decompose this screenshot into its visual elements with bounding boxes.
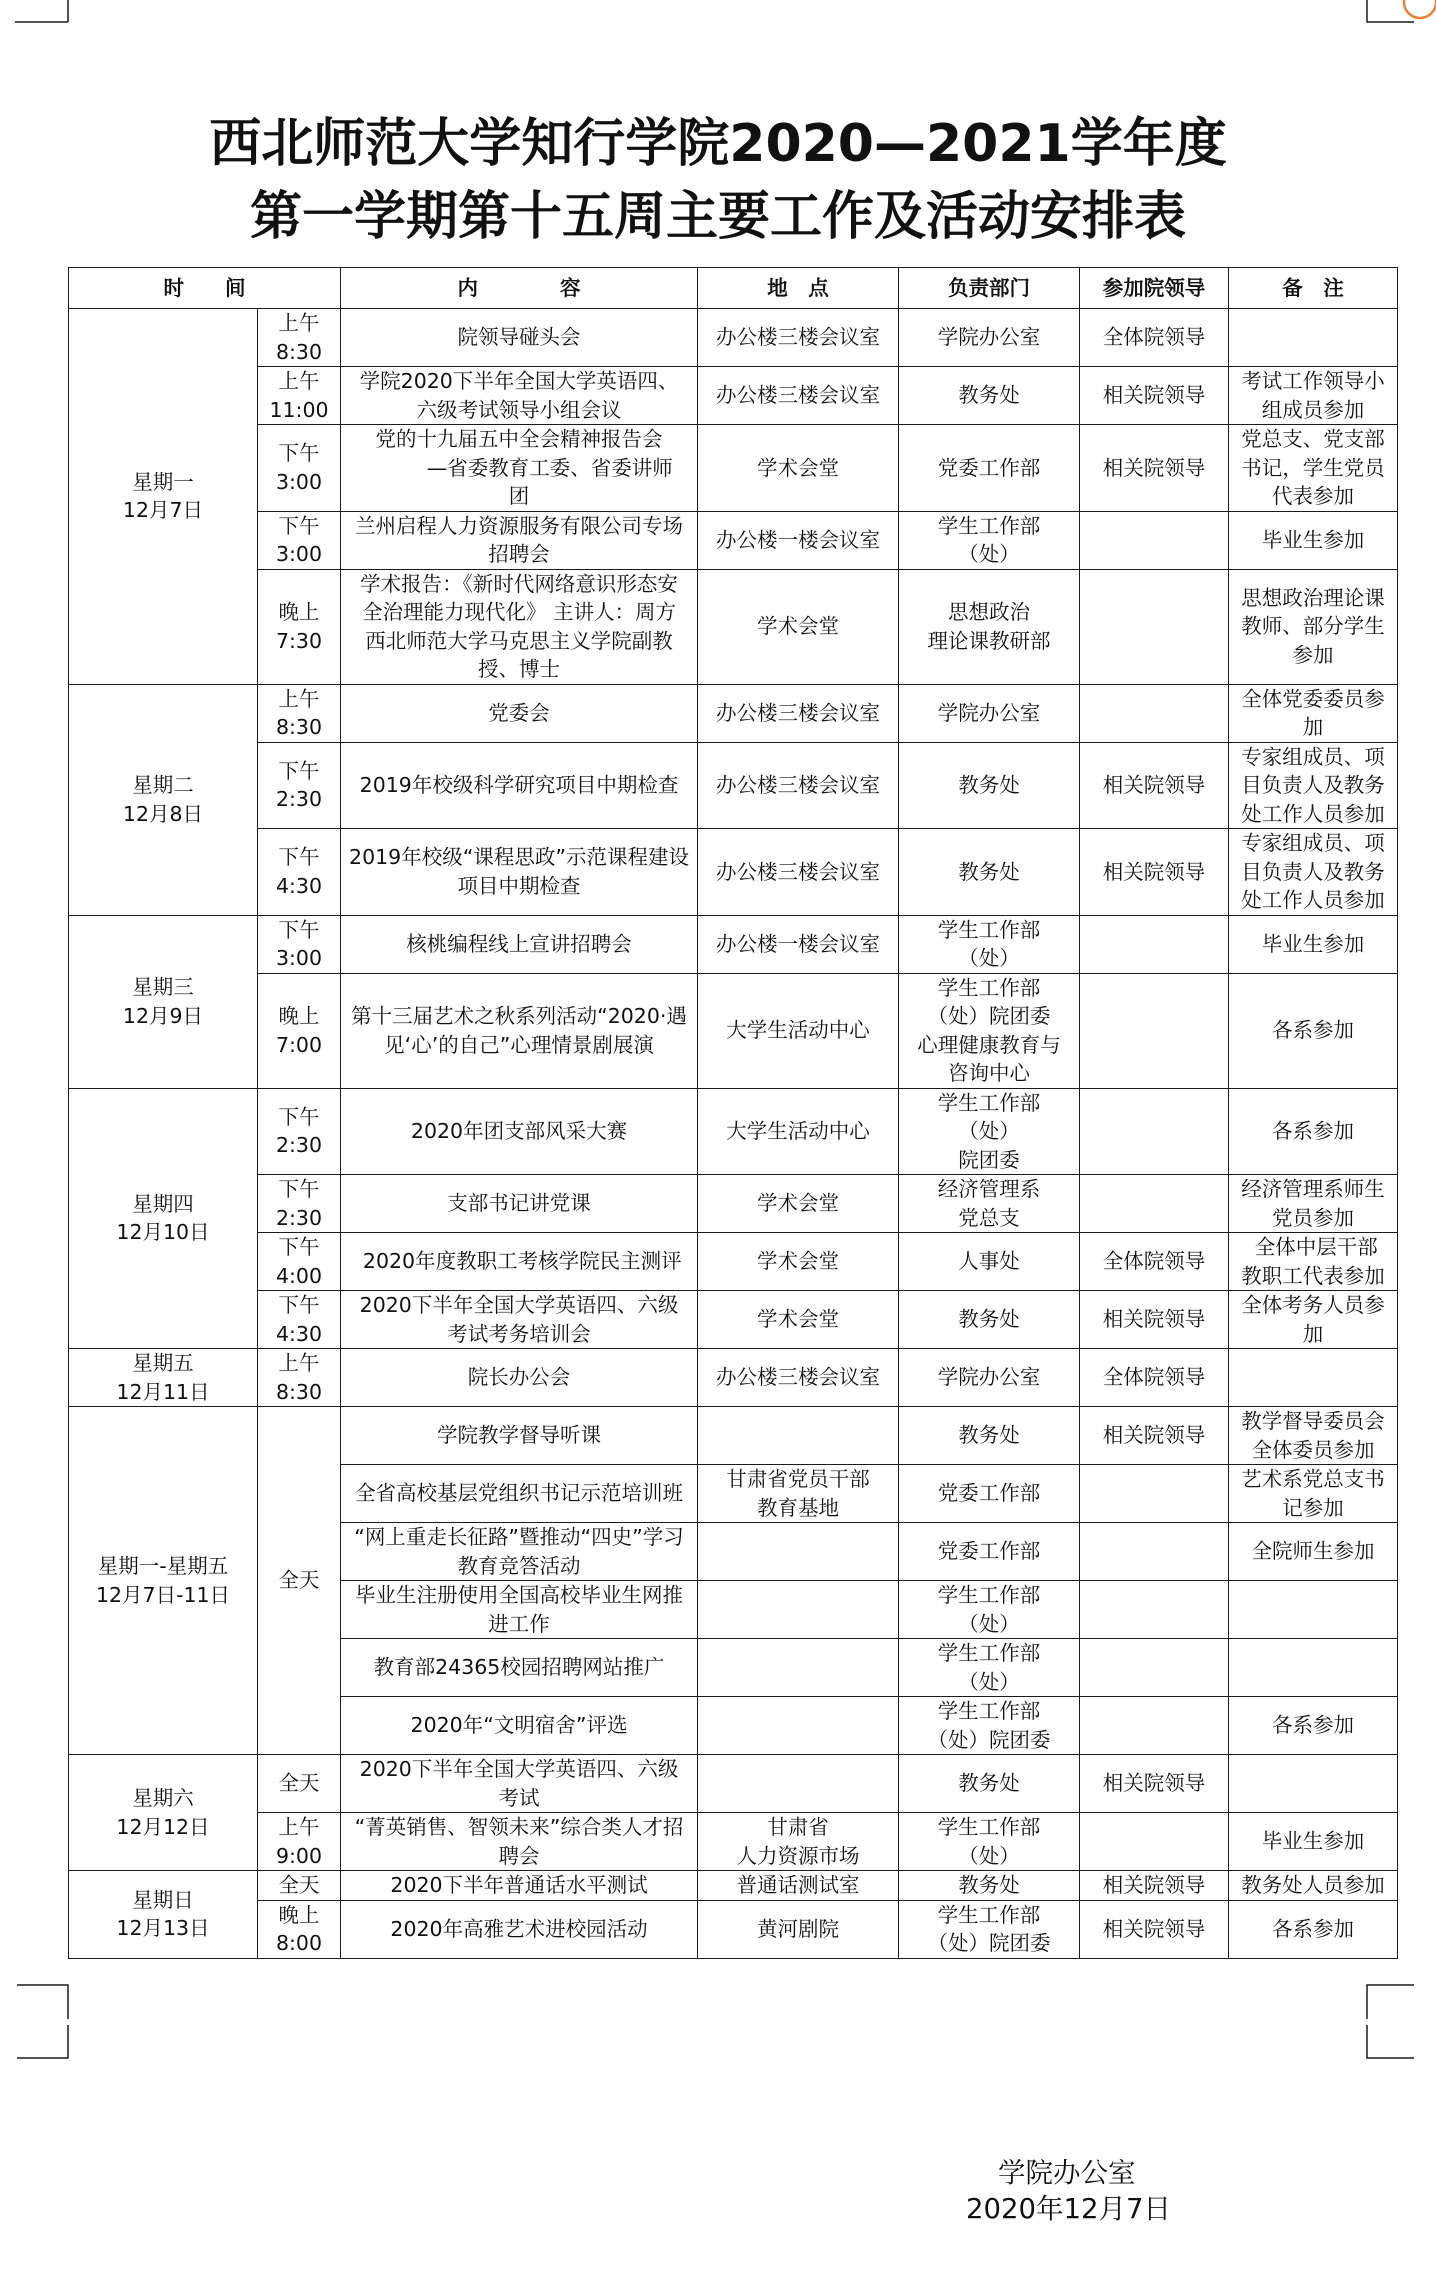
location-cell bbox=[698, 1523, 899, 1581]
notes-cell: 全体中层干部 教职工代表参加 bbox=[1229, 1233, 1398, 1291]
day-name: 星期五 bbox=[132, 1351, 194, 1375]
content-cell: 学院教学督导听课 bbox=[341, 1407, 698, 1465]
location-cell bbox=[698, 1581, 899, 1639]
location-cell: 学术会堂 bbox=[698, 569, 899, 684]
header-leaders: 参加院领导 bbox=[1080, 268, 1229, 309]
content-cell: 学院2020下半年全国大学英语四、 六级考试领导小组会议 bbox=[341, 367, 698, 425]
location-cell: 办公楼三楼会议室 bbox=[698, 829, 899, 916]
footer-date: 2020年12月7日 bbox=[966, 2193, 1171, 2225]
location-cell bbox=[698, 1697, 899, 1755]
crop-mark bbox=[17, 2025, 68, 2058]
department-cell: 学生工作部 （处） bbox=[899, 1639, 1080, 1697]
table-row bbox=[69, 511, 1398, 569]
page-title-line1: 西北师范大学知行学院2020—2021学年度 bbox=[209, 114, 1227, 174]
location-cell: 学术会堂 bbox=[698, 1291, 899, 1349]
day-name: 星期二 bbox=[132, 773, 194, 797]
department-cell: 党委工作部 bbox=[899, 1523, 1080, 1581]
table-row bbox=[69, 915, 1398, 973]
crop-mark bbox=[17, 1985, 68, 2019]
day-date: 12月11日 bbox=[116, 1379, 210, 1404]
notes-cell bbox=[1229, 1639, 1398, 1697]
table-row bbox=[69, 1407, 1398, 1465]
department-cell: 学院办公室 bbox=[899, 684, 1080, 742]
leaders-cell: 相关院领导 bbox=[1080, 742, 1229, 829]
location-cell: 学术会堂 bbox=[698, 425, 899, 512]
time-cell: 全天 bbox=[258, 1755, 341, 1813]
leaders-cell bbox=[1080, 973, 1229, 1088]
page-title-line2: 第一学期第十五周主要工作及活动安排表 bbox=[249, 187, 1186, 247]
leaders-cell bbox=[1080, 1697, 1229, 1755]
content-cell: 党的十九届五中全会精神报告会 —省委教育工委、省委讲师 团 bbox=[341, 425, 698, 512]
corner-badge-icon bbox=[1404, 0, 1436, 18]
day-name: 星期四 bbox=[132, 1191, 194, 1216]
day-cell bbox=[69, 1871, 258, 1959]
table-row bbox=[69, 1900, 1398, 1958]
notes-cell: 专家组成员、项 目负责人及教务 处工作人员参加 bbox=[1229, 742, 1398, 829]
footer-office: 学院办公室 bbox=[998, 2157, 1136, 2189]
table-row bbox=[69, 309, 1398, 367]
day-name: 星期六 bbox=[132, 1786, 194, 1810]
table-row bbox=[69, 684, 1398, 742]
time-cell: 下午 4:30 bbox=[258, 829, 341, 916]
leaders-cell: 全体院领导 bbox=[1080, 1233, 1229, 1291]
header-department: 负责部门 bbox=[899, 268, 1080, 309]
notes-cell: 各系参加 bbox=[1229, 1088, 1398, 1175]
location-cell: 办公楼一楼会议室 bbox=[698, 511, 899, 569]
day-date: 12月10日 bbox=[116, 1220, 210, 1245]
time-cell: 上午 8:30 bbox=[258, 684, 341, 742]
department-cell: 教务处 bbox=[899, 367, 1080, 425]
location-cell: 普通话测试室 bbox=[698, 1871, 899, 1901]
department-cell: 学生工作部 （处） 院团委 bbox=[899, 1088, 1080, 1175]
time-cell: 下午 4:00 bbox=[258, 1233, 341, 1291]
table-row bbox=[69, 569, 1398, 684]
day-cell bbox=[69, 1088, 258, 1349]
content-cell: 教育部24365校园招聘网站推广 bbox=[341, 1639, 698, 1697]
notes-cell bbox=[1229, 1581, 1398, 1639]
content-cell: 2020年高雅艺术进校园活动 bbox=[341, 1900, 698, 1958]
notes-cell: 毕业生参加 bbox=[1229, 1813, 1398, 1871]
notes-cell: 全院师生参加 bbox=[1229, 1523, 1398, 1581]
header-notes: 备 注 bbox=[1229, 268, 1398, 309]
location-cell: 大学生活动中心 bbox=[698, 973, 899, 1088]
day-date: 12月8日 bbox=[122, 801, 204, 826]
content-cell: 2020年团支部风采大赛 bbox=[341, 1088, 698, 1175]
table-row bbox=[69, 973, 1398, 1088]
department-cell: 教务处 bbox=[899, 1291, 1080, 1349]
department-cell: 学生工作部 （处）院团委 bbox=[899, 1697, 1080, 1755]
day-date: 12月7日 bbox=[122, 498, 204, 523]
leaders-cell bbox=[1080, 1813, 1229, 1871]
time-cell: 晚上 7:30 bbox=[258, 569, 341, 684]
day-cell bbox=[69, 1755, 258, 1871]
location-cell bbox=[698, 1639, 899, 1697]
notes-cell: 教务处人员参加 bbox=[1229, 1871, 1398, 1901]
table-row bbox=[69, 1291, 1398, 1349]
time-cell: 上午 8:30 bbox=[258, 1349, 341, 1407]
notes-cell: 全体党委委员参 加 bbox=[1229, 684, 1398, 742]
department-cell: 人事处 bbox=[899, 1233, 1080, 1291]
content-cell: 支部书记讲党课 bbox=[341, 1175, 698, 1233]
location-cell: 学术会堂 bbox=[698, 1233, 899, 1291]
header-time: 时 间 bbox=[69, 268, 341, 309]
crop-mark bbox=[1367, 0, 1414, 22]
time-cell: 上午 11:00 bbox=[258, 367, 341, 425]
department-cell: 教务处 bbox=[899, 742, 1080, 829]
notes-cell: 各系参加 bbox=[1229, 973, 1398, 1088]
crop-mark bbox=[1367, 1985, 1414, 2019]
content-cell: 2020下半年普通话水平测试 bbox=[341, 1871, 698, 1901]
leaders-cell: 相关院领导 bbox=[1080, 1755, 1229, 1813]
notes-cell: 各系参加 bbox=[1229, 1697, 1398, 1755]
day-date: 12月12日 bbox=[116, 1814, 210, 1839]
table-row bbox=[69, 742, 1398, 829]
notes-cell: 专家组成员、项 目负责人及教务 处工作人员参加 bbox=[1229, 829, 1398, 916]
leaders-cell bbox=[1080, 1581, 1229, 1639]
location-cell: 办公楼一楼会议室 bbox=[698, 915, 899, 973]
time-cell: 下午 3:00 bbox=[258, 511, 341, 569]
day-date: 12月7日-11日 bbox=[95, 1582, 231, 1607]
location-cell: 黄河剧院 bbox=[698, 1900, 899, 1958]
day-cell bbox=[69, 1349, 258, 1407]
table-row bbox=[69, 1813, 1398, 1871]
notes-cell bbox=[1229, 309, 1398, 367]
content-cell: 院长办公会 bbox=[341, 1349, 698, 1407]
table-row bbox=[69, 1349, 1398, 1407]
leaders-cell bbox=[1080, 1088, 1229, 1175]
content-cell: 党委会 bbox=[341, 684, 698, 742]
leaders-cell bbox=[1080, 569, 1229, 684]
notes-cell: 经济管理系师生 党员参加 bbox=[1229, 1175, 1398, 1233]
day-cell bbox=[69, 684, 258, 915]
location-cell: 甘肃省党员干部 教育基地 bbox=[698, 1465, 899, 1523]
location-cell: 甘肃省 人力资源市场 bbox=[698, 1813, 899, 1871]
table-row bbox=[69, 1175, 1398, 1233]
time-cell: 下午 2:30 bbox=[258, 1088, 341, 1175]
leaders-cell: 全体院领导 bbox=[1080, 309, 1229, 367]
content-cell: 第十三届艺术之秋系列活动“2020·遇 见‘心’的自己”心理情景剧展演 bbox=[341, 973, 698, 1088]
leaders-cell: 相关院领导 bbox=[1080, 1291, 1229, 1349]
day-name: 星期一-星期五 bbox=[97, 1554, 229, 1578]
notes-cell bbox=[1229, 1349, 1398, 1407]
header-location: 地 点 bbox=[698, 268, 899, 309]
content-cell: 2020年度教职工考核学院民主测评 bbox=[341, 1233, 698, 1291]
day-cell bbox=[69, 915, 258, 1088]
notes-cell: 毕业生参加 bbox=[1229, 511, 1398, 569]
notes-cell: 思想政治理论课 教师、部分学生 参加 bbox=[1229, 569, 1398, 684]
day-cell bbox=[69, 309, 258, 685]
department-cell: 党委工作部 bbox=[899, 1465, 1080, 1523]
table-row bbox=[69, 425, 1398, 512]
content-cell: “菁英销售、智领未来”综合类人才招 聘会 bbox=[341, 1813, 698, 1871]
time-cell: 全天 bbox=[258, 1407, 341, 1755]
department-cell: 教务处 bbox=[899, 1871, 1080, 1901]
department-cell: 学生工作部 （处）院团委 心理健康教育与 咨询中心 bbox=[899, 973, 1080, 1088]
day-date: 12月9日 bbox=[122, 1003, 204, 1028]
table-header bbox=[69, 268, 1398, 309]
location-cell: 大学生活动中心 bbox=[698, 1088, 899, 1175]
table-row bbox=[69, 1755, 1398, 1813]
department-cell: 经济管理系 党总支 bbox=[899, 1175, 1080, 1233]
day-name: 星期一 bbox=[132, 469, 194, 494]
content-cell: 2019年校级科学研究项目中期检查 bbox=[341, 742, 698, 829]
crop-mark bbox=[15, 0, 68, 22]
department-cell: 学生工作部 （处） bbox=[899, 1581, 1080, 1639]
leaders-cell: 全体院领导 bbox=[1080, 1349, 1229, 1407]
day-name: 星期三 bbox=[132, 975, 194, 999]
content-cell: 2020下半年全国大学英语四、六级 考试考务培训会 bbox=[341, 1291, 698, 1349]
notes-cell: 各系参加 bbox=[1229, 1900, 1398, 1958]
department-cell: 教务处 bbox=[899, 1755, 1080, 1813]
leaders-cell bbox=[1080, 915, 1229, 973]
header-content: 内 容 bbox=[341, 268, 698, 309]
day-cell bbox=[69, 1407, 258, 1755]
content-cell: 学术报告：《新时代网络意识形态安 全治理能力现代化》 主讲人：周方 西北师范大学马克思主义学院副教 授、博士 bbox=[341, 569, 698, 684]
notes-cell: 党总支、党支部 书记，学生党员 代表参加 bbox=[1229, 425, 1398, 512]
table-body bbox=[69, 309, 1398, 1959]
content-cell: 毕业生注册使用全国高校毕业生网推 进工作 bbox=[341, 1581, 698, 1639]
schedule-table bbox=[68, 267, 1398, 1959]
notes-cell bbox=[1229, 1755, 1398, 1813]
department-cell: 学院办公室 bbox=[899, 309, 1080, 367]
leaders-cell bbox=[1080, 684, 1229, 742]
day-name: 星期日 bbox=[132, 1887, 194, 1912]
department-cell: 学生工作部 （处）院团委 bbox=[899, 1900, 1080, 1958]
department-cell: 教务处 bbox=[899, 829, 1080, 916]
location-cell bbox=[698, 1755, 899, 1813]
location-cell: 办公楼三楼会议室 bbox=[698, 309, 899, 367]
content-cell: 2020年“文明宿舍”评选 bbox=[341, 1697, 698, 1755]
content-cell: 核桃编程线上宣讲招聘会 bbox=[341, 915, 698, 973]
time-cell: 晚上 7:00 bbox=[258, 973, 341, 1088]
leaders-cell: 相关院领导 bbox=[1080, 1871, 1229, 1901]
content-cell: 2019年校级“课程思政”示范课程建设 项目中期检查 bbox=[341, 829, 698, 916]
time-cell: 下午 2:30 bbox=[258, 742, 341, 829]
header-row bbox=[69, 268, 1398, 309]
table-row bbox=[69, 1233, 1398, 1291]
content-cell: 全省高校基层党组织书记示范培训班 bbox=[341, 1465, 698, 1523]
time-cell: 上午 9:00 bbox=[258, 1813, 341, 1871]
location-cell: 办公楼三楼会议室 bbox=[698, 742, 899, 829]
content-cell: 2020下半年全国大学英语四、六级 考试 bbox=[341, 1755, 698, 1813]
location-cell: 办公楼三楼会议室 bbox=[698, 367, 899, 425]
content-cell: “网上重走长征路”暨推动“四史”学习 教育竞答活动 bbox=[341, 1523, 698, 1581]
department-cell: 学生工作部 （处） bbox=[899, 511, 1080, 569]
leaders-cell: 相关院领导 bbox=[1080, 829, 1229, 916]
department-cell: 学生工作部 （处） bbox=[899, 915, 1080, 973]
table-row bbox=[69, 1088, 1398, 1175]
leaders-cell: 相关院领导 bbox=[1080, 1407, 1229, 1465]
leaders-cell bbox=[1080, 1465, 1229, 1523]
location-cell: 办公楼三楼会议室 bbox=[698, 684, 899, 742]
notes-cell: 毕业生参加 bbox=[1229, 915, 1398, 973]
location-cell: 办公楼三楼会议室 bbox=[698, 1349, 899, 1407]
leaders-cell: 相关院领导 bbox=[1080, 1900, 1229, 1958]
crop-mark bbox=[1367, 2025, 1414, 2058]
time-cell: 下午 3:00 bbox=[258, 425, 341, 512]
table-row bbox=[69, 1871, 1398, 1901]
department-cell: 教务处 bbox=[899, 1407, 1080, 1465]
notes-cell: 教学督导委员会 全体委员参加 bbox=[1229, 1407, 1398, 1465]
leaders-cell bbox=[1080, 511, 1229, 569]
time-cell: 全天 bbox=[258, 1871, 341, 1901]
time-cell: 下午 2:30 bbox=[258, 1175, 341, 1233]
notes-cell: 全体考务人员参 加 bbox=[1229, 1291, 1398, 1349]
table-row bbox=[69, 829, 1398, 916]
leaders-cell bbox=[1080, 1523, 1229, 1581]
department-cell: 党委工作部 bbox=[899, 425, 1080, 512]
content-cell: 兰州启程人力资源服务有限公司专场 招聘会 bbox=[341, 511, 698, 569]
location-cell bbox=[698, 1407, 899, 1465]
department-cell: 思想政治 理论课教研部 bbox=[899, 569, 1080, 684]
notes-cell: 考试工作领导小 组成员参加 bbox=[1229, 367, 1398, 425]
time-cell: 上午 8:30 bbox=[258, 309, 341, 367]
notes-cell: 艺术系党总支书 记参加 bbox=[1229, 1465, 1398, 1523]
department-cell: 学院办公室 bbox=[899, 1349, 1080, 1407]
leaders-cell: 相关院领导 bbox=[1080, 425, 1229, 512]
leaders-cell bbox=[1080, 1639, 1229, 1697]
time-cell: 下午 3:00 bbox=[258, 915, 341, 973]
location-cell: 学术会堂 bbox=[698, 1175, 899, 1233]
day-date: 12月13日 bbox=[116, 1916, 210, 1941]
leaders-cell bbox=[1080, 1175, 1229, 1233]
content-cell: 院领导碰头会 bbox=[341, 309, 698, 367]
time-cell: 晚上 8:00 bbox=[258, 1900, 341, 1958]
time-cell: 下午 4:30 bbox=[258, 1291, 341, 1349]
department-cell: 学生工作部 （处） bbox=[899, 1813, 1080, 1871]
table-row bbox=[69, 367, 1398, 425]
leaders-cell: 相关院领导 bbox=[1080, 367, 1229, 425]
